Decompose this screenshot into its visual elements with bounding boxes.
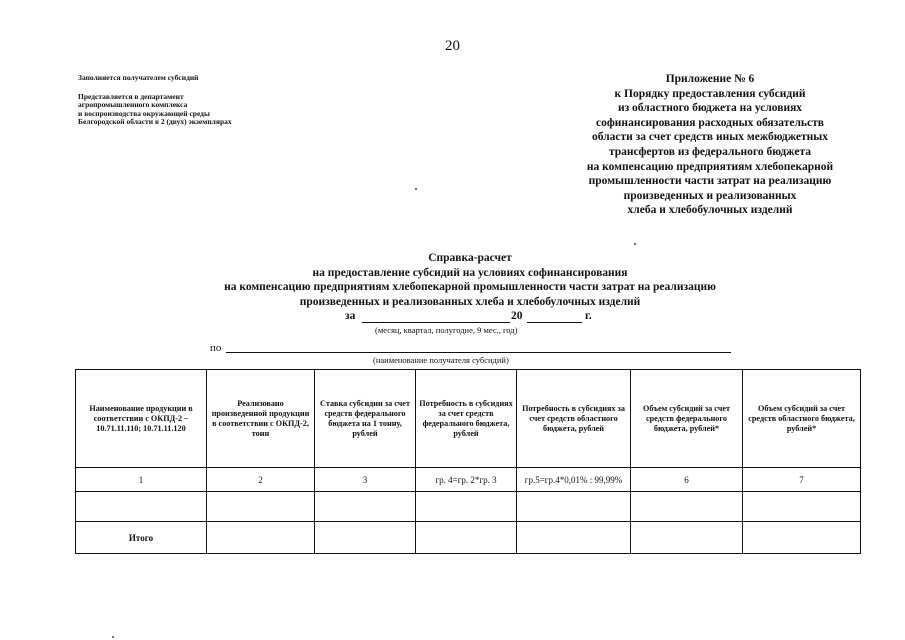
appendix-header xyxy=(560,72,860,218)
year-suffix: г. xyxy=(585,310,592,322)
header-cell: Реализовано произведенной продукции в соответствии с ОКПД-2, тонн xyxy=(207,370,315,468)
total-label: Итого xyxy=(76,522,207,554)
scan-speck xyxy=(415,188,417,190)
column-number: 2 xyxy=(207,468,315,492)
table-row xyxy=(76,492,861,522)
year-prefix: 20 xyxy=(511,310,523,322)
column-formula: гр. 4=гр. 2*гр. 3 xyxy=(416,468,517,492)
header-cell: Наименование продукции в соответствии с ОКПД-2 – 10.71.11.110; 10.71.11.120 xyxy=(76,370,207,468)
header-row xyxy=(76,370,861,468)
table-cell[interactable] xyxy=(631,492,743,522)
header-cell: Ставка субсидии за счет средств федерального бюджета на 1 тонну, рублей xyxy=(315,370,416,468)
scan-speck xyxy=(112,636,114,638)
title-line: на компенсацию предприятиям хлебопекарной промышленности части затрат на реализацию xyxy=(224,281,716,293)
header-cell: Потребность в субсидиях за счет средств федерального бюджета, рублей xyxy=(416,370,517,468)
table-cell[interactable] xyxy=(315,522,416,554)
column-number: 7 xyxy=(743,468,861,492)
period-hint: (месяц, квартал, полугодие, 9 мес., год) xyxy=(375,325,518,335)
appendix-line: хлеба и хлебобулочных изделий xyxy=(627,204,793,217)
table-cell[interactable] xyxy=(315,492,416,522)
table-cell[interactable] xyxy=(416,522,517,554)
document-title xyxy=(120,251,820,309)
note-filled-by: Заполняется получателем субсидий xyxy=(78,73,199,82)
title-line: на предоставление субсидий на условиях софинансирования xyxy=(312,266,628,279)
appendix-line: из областного бюджета на условиях xyxy=(617,102,803,115)
column-number: 3 xyxy=(315,468,416,492)
title-main: Справка-расчет xyxy=(428,252,512,264)
period-line xyxy=(345,310,355,322)
column-number: 6 xyxy=(631,468,743,492)
period-blank[interactable] xyxy=(362,322,510,323)
appendix-line: софинансирования расходных обязательств xyxy=(596,116,824,129)
recipient-prefix: по xyxy=(210,342,222,354)
table-cell[interactable] xyxy=(743,522,861,554)
header-cell: Потребность в субсидиях за счет средств областного бюджета, рублей xyxy=(517,370,631,468)
table-cell[interactable] xyxy=(207,522,315,554)
header-cell: Объем субсидий за счет средств федерального бюджета, рублей* xyxy=(631,370,743,468)
column-number: 1 xyxy=(76,468,207,492)
table-cell[interactable] xyxy=(416,492,517,522)
table-cell[interactable] xyxy=(207,492,315,522)
scan-speck xyxy=(634,243,636,245)
table-cell[interactable] xyxy=(517,492,631,522)
recipient-hint: (наименование получателя субсидий) xyxy=(373,355,509,365)
year-blank[interactable] xyxy=(527,322,582,323)
appendix-title: Приложение № 6 xyxy=(665,73,755,85)
submission-note xyxy=(78,74,232,127)
calculation-table xyxy=(75,369,861,554)
recipient-blank[interactable] xyxy=(226,352,731,353)
note-line: и воспроизводства окружающей среды xyxy=(78,108,210,118)
column-number-row xyxy=(76,468,861,492)
column-formula: гр.5=гр.4*0,01% : 99,99% xyxy=(517,468,631,492)
table-cell[interactable] xyxy=(76,492,207,522)
note-line: агропромышленного комплекса xyxy=(78,100,188,109)
note-line: Белгородской области в 2 (двух) экземплярах xyxy=(78,117,232,126)
appendix-line: трансфертов из федерального бюджета xyxy=(608,145,812,158)
table-cell[interactable] xyxy=(743,492,861,522)
table-cell[interactable] xyxy=(517,522,631,554)
note-line: Представляется в департамент xyxy=(78,91,184,101)
page-number: 20 xyxy=(445,38,460,54)
total-row xyxy=(76,522,861,554)
appendix-line: промышленности части затрат на реализацию xyxy=(588,175,832,188)
title-line: произведенных и реализованных хлеба и хлебобулочных изделий xyxy=(299,295,641,308)
table-cell[interactable] xyxy=(631,522,743,554)
appendix-line: к Порядку предоставления субсидий xyxy=(614,87,806,100)
appendix-line: области за счет средств иных межбюджетных xyxy=(592,131,828,144)
period-prefix: за xyxy=(345,310,356,322)
appendix-line: на компенсацию предприятиям хлебопекарной xyxy=(586,160,834,173)
header-cell: Объем субсидий за счет средств областного бюджета, рублей* xyxy=(743,370,861,468)
appendix-line: произведенных и реализованных xyxy=(623,189,797,202)
